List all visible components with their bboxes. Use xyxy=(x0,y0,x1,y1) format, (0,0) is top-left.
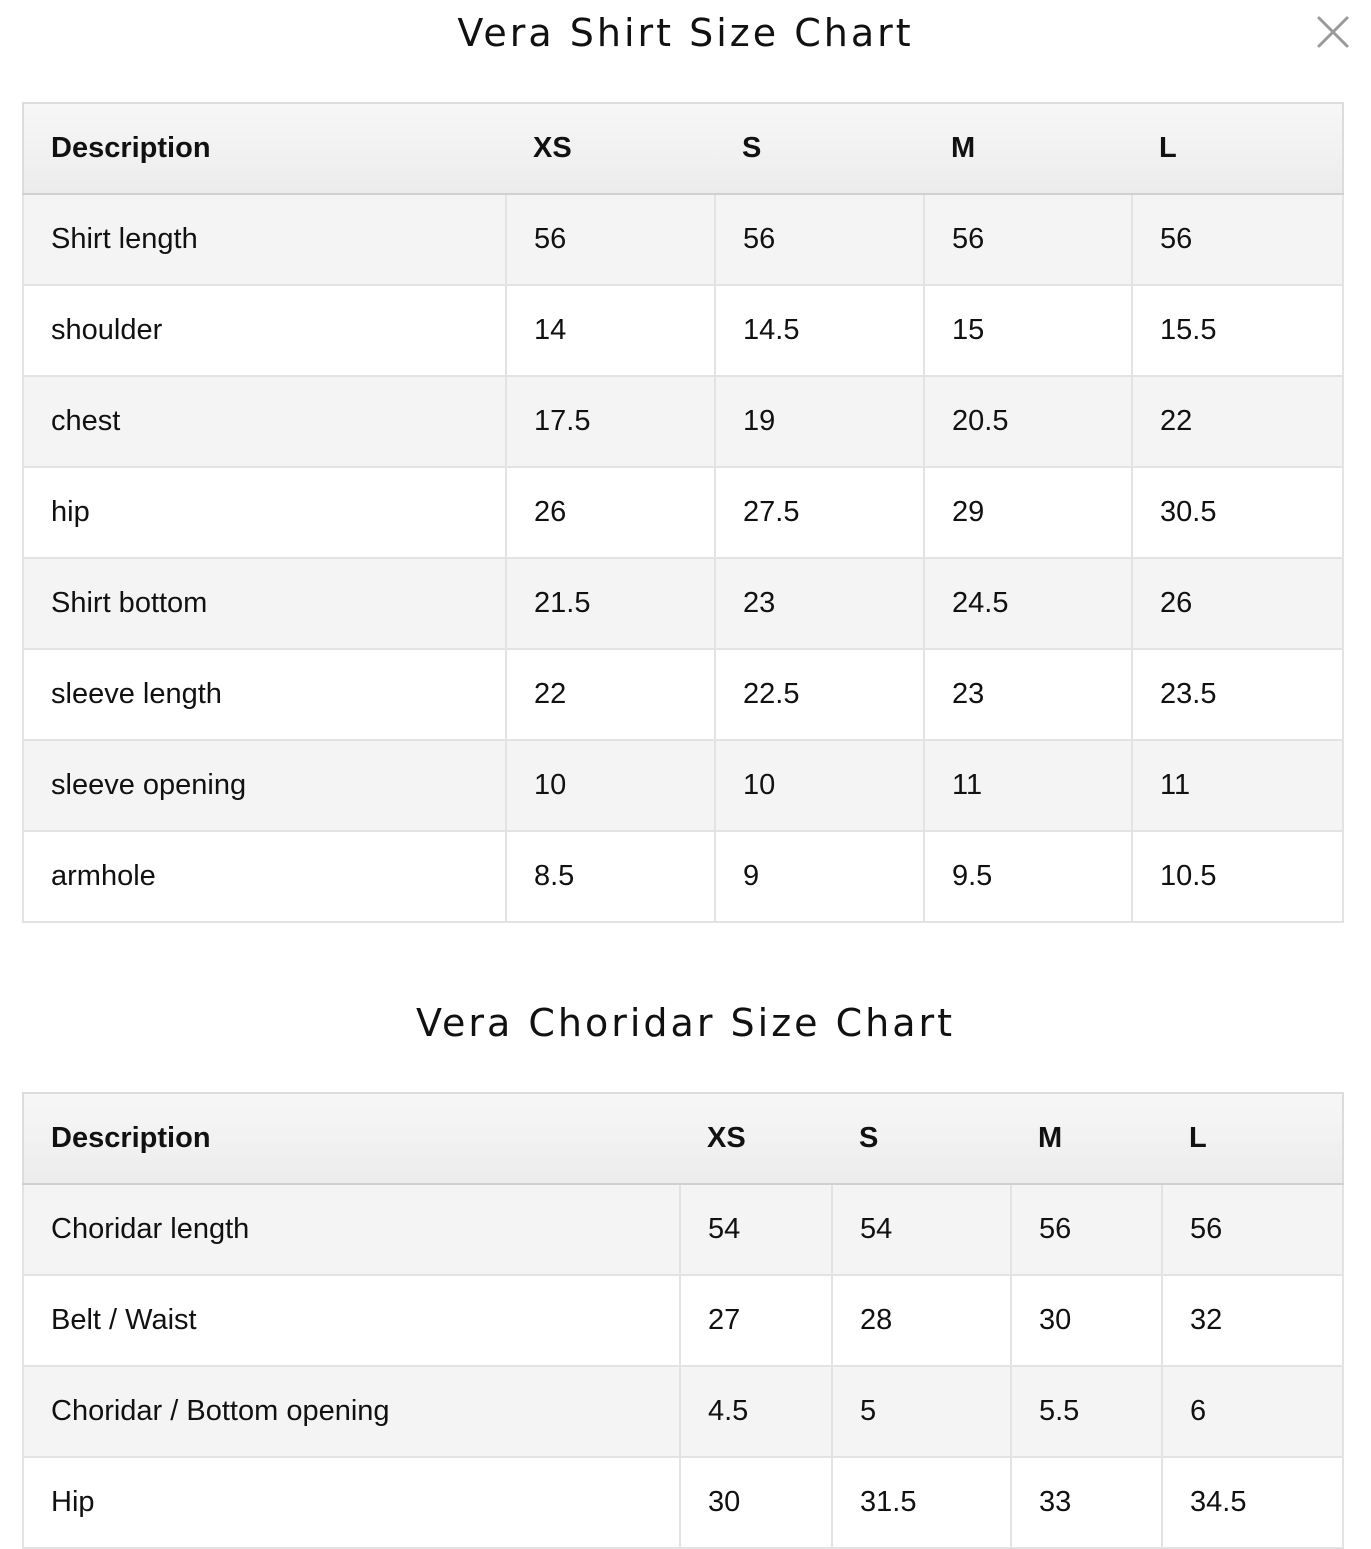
table-header-row xyxy=(23,1093,1343,1184)
cell-s: 19 xyxy=(715,376,924,467)
row-label: Hip xyxy=(23,1457,680,1548)
cell-xs: 8.5 xyxy=(506,831,715,922)
cell-s: 27.5 xyxy=(715,467,924,558)
cell-l: 30.5 xyxy=(1132,467,1343,558)
table-header-row xyxy=(23,103,1343,194)
cell-s: 22.5 xyxy=(715,649,924,740)
header-description: Description xyxy=(23,103,506,194)
cell-m: 15 xyxy=(924,285,1132,376)
cell-m: 30 xyxy=(1011,1275,1162,1366)
cell-l: 6 xyxy=(1162,1366,1343,1457)
cell-xs: 17.5 xyxy=(506,376,715,467)
header-m: M xyxy=(924,103,1132,194)
cell-s: 14.5 xyxy=(715,285,924,376)
cell-s: 10 xyxy=(715,740,924,831)
cell-l: 10.5 xyxy=(1132,831,1343,922)
cell-l: 56 xyxy=(1132,194,1343,285)
cell-m: 20.5 xyxy=(924,376,1132,467)
cell-m: 9.5 xyxy=(924,831,1132,922)
table-row xyxy=(23,194,1343,285)
cell-xs: 56 xyxy=(506,194,715,285)
cell-l: 32 xyxy=(1162,1275,1343,1366)
cell-l: 26 xyxy=(1132,558,1343,649)
row-label: sleeve opening xyxy=(23,740,506,831)
header-s: S xyxy=(715,103,924,194)
header-l: L xyxy=(1162,1093,1343,1184)
cell-xs: 14 xyxy=(506,285,715,376)
cell-xs: 10 xyxy=(506,740,715,831)
header-description: Description xyxy=(23,1093,680,1184)
row-label: Choridar length xyxy=(23,1184,680,1275)
cell-xs: 54 xyxy=(680,1184,832,1275)
choridar-chart-title: Vera Choridar Size Chart xyxy=(415,1001,956,1045)
cell-s: 9 xyxy=(715,831,924,922)
row-label: Shirt bottom xyxy=(23,558,506,649)
table-row xyxy=(23,285,1343,376)
shirt-chart-title: Vera Shirt Size Chart xyxy=(457,11,914,55)
cell-s: 28 xyxy=(832,1275,1011,1366)
row-label: Choridar / Bottom opening xyxy=(23,1366,680,1457)
row-label: armhole xyxy=(23,831,506,922)
cell-m: 24.5 xyxy=(924,558,1132,649)
header-m: M xyxy=(1011,1093,1162,1184)
cell-l: 56 xyxy=(1162,1184,1343,1275)
cell-xs: 30 xyxy=(680,1457,832,1548)
row-label: chest xyxy=(23,376,506,467)
row-label: sleeve length xyxy=(23,649,506,740)
cell-s: 23 xyxy=(715,558,924,649)
cell-xs: 22 xyxy=(506,649,715,740)
cell-xs: 21.5 xyxy=(506,558,715,649)
row-label: Belt / Waist xyxy=(23,1275,680,1366)
cell-m: 56 xyxy=(924,194,1132,285)
cell-m: 56 xyxy=(1011,1184,1162,1275)
header-xs: XS xyxy=(680,1093,832,1184)
cell-s: 56 xyxy=(715,194,924,285)
cell-l: 23.5 xyxy=(1132,649,1343,740)
cell-l: 34.5 xyxy=(1162,1457,1343,1548)
cell-xs: 27 xyxy=(680,1275,832,1366)
header-xs: XS xyxy=(506,103,715,194)
table-row xyxy=(23,376,1343,467)
cell-l: 15.5 xyxy=(1132,285,1343,376)
cell-xs: 4.5 xyxy=(680,1366,832,1457)
table-row xyxy=(23,558,1343,649)
row-label: Shirt length xyxy=(23,194,506,285)
table-row xyxy=(23,1366,1343,1457)
table-row xyxy=(23,1457,1343,1548)
table-row xyxy=(23,740,1343,831)
cell-s: 31.5 xyxy=(832,1457,1011,1548)
row-label: shoulder xyxy=(23,285,506,376)
cell-xs: 26 xyxy=(506,467,715,558)
cell-m: 5.5 xyxy=(1011,1366,1162,1457)
header-l: L xyxy=(1132,103,1343,194)
table-row xyxy=(23,1275,1343,1366)
row-label: hip xyxy=(23,467,506,558)
header-s: S xyxy=(832,1093,1011,1184)
table-row xyxy=(23,649,1343,740)
choridar-size-table xyxy=(22,1092,1344,1549)
table-row xyxy=(23,1184,1343,1275)
cell-m: 11 xyxy=(924,740,1132,831)
cell-s: 5 xyxy=(832,1366,1011,1457)
table-row xyxy=(23,467,1343,558)
cell-m: 23 xyxy=(924,649,1132,740)
cell-l: 11 xyxy=(1132,740,1343,831)
cell-m: 33 xyxy=(1011,1457,1162,1548)
shirt-size-table xyxy=(22,102,1344,923)
cell-s: 54 xyxy=(832,1184,1011,1275)
cell-m: 29 xyxy=(924,467,1132,558)
table-row xyxy=(23,831,1343,922)
cell-l: 22 xyxy=(1132,376,1343,467)
